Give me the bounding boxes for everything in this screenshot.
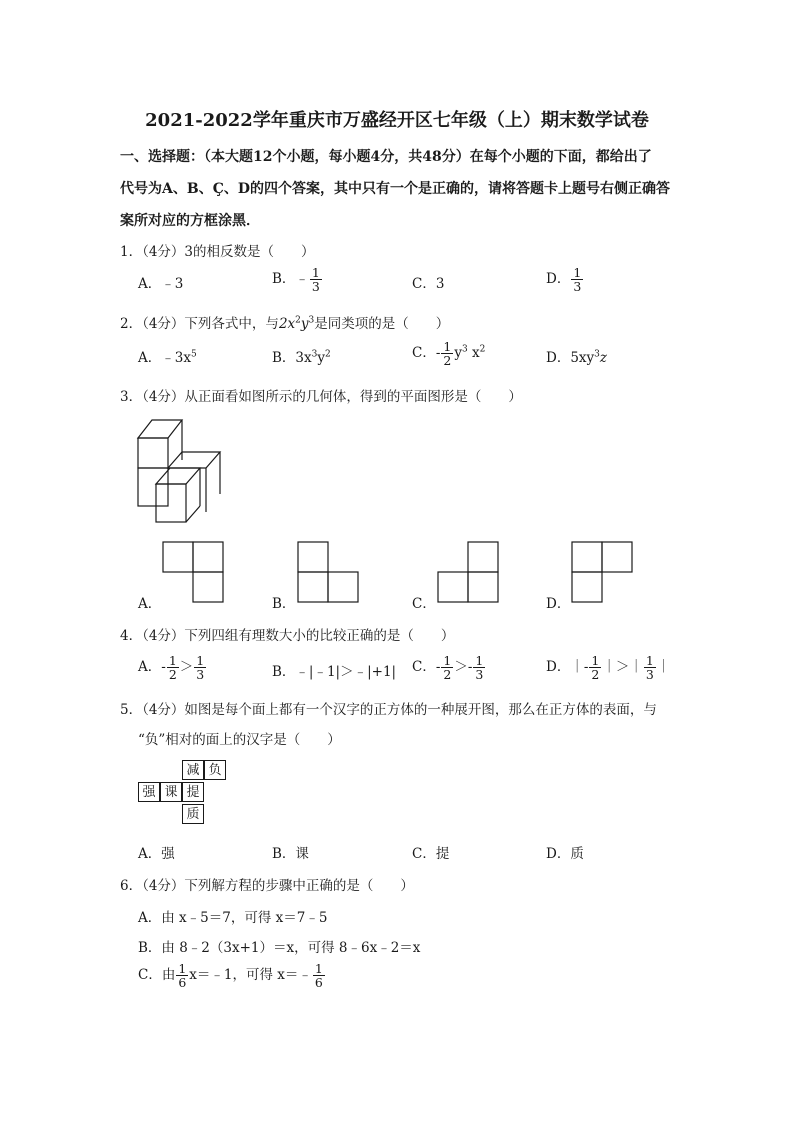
q4-option-b: B．﹣|﹣1|＞﹣|+1| (272, 664, 397, 680)
section-instructions-line1: 一、选择题：（本大题12个小题，每小题4分，共48分）在每个小题的下面，都给出了 (120, 149, 652, 165)
q2-option-b: B．$3x^3y^2$ (272, 349, 331, 366)
question-2-stem: 2．（4分）下列各式中，与$2x^2y^3$是同类项的是（ ） (120, 315, 450, 332)
q3-option-c-label: C． (412, 596, 436, 612)
question-5-stem-line1: 5．（4分）如图是每个面上都有一个汉字的正方体的一种展开图，那么在正方体的表面，与 (120, 702, 657, 718)
cube-net (138, 760, 230, 830)
question-1-stem: 1．（4分）3的相反数是（ ） (120, 244, 315, 260)
net-cell-qiang: 强 (138, 782, 160, 802)
q1-option-a: A．﹣3 (138, 276, 184, 292)
solid-figure (132, 412, 228, 524)
section-instructions-line2: 代号为A、B、Ç、D的四个答案，其中只有一个是正确的，请将答题卡上题号右侧正确答 (120, 181, 670, 197)
net-cell-ke: 课 (160, 782, 182, 802)
question-3-stem: 3．（4分）从正面看如图所示的几何体，得到的平面图形是（ ） (120, 389, 522, 405)
q4-option-a: A．- $\frac{1}{2}$ ＞ $\frac{1}{3}$ (138, 653, 205, 683)
q3-option-d-figure (571, 541, 635, 605)
q5-option-d: D．质 (546, 846, 584, 862)
q5-option-a: A．强 (138, 846, 175, 862)
q3-option-a-figure (162, 541, 226, 605)
q4-option-c: C．- $\frac{1}{2}$ ＞- $\frac{1}{3}$ (412, 653, 484, 683)
q1-option-d: D． $\frac{1}{3}$ (546, 265, 582, 295)
question-4-stem: 4．（4分）下列四组有理数大小的比较正确的是（ ） (120, 628, 455, 644)
q1-option-b: B．﹣ $\frac{1}{3}$ (272, 265, 320, 295)
net-cell-zhi: 质 (182, 804, 204, 824)
q5-option-b: B．课 (272, 846, 309, 862)
q2-option-a: A．$﹣3x^5$ (138, 349, 197, 366)
q4-option-d: D．｜- $\frac{1}{2}$ ｜＞｜ $\frac{1}{3}$ ｜ (546, 653, 671, 683)
q2-option-d: D．$5xy^3z$ (546, 349, 608, 366)
page-title: 2021-2022学年重庆市万盛经开区七年级（上）期末数学试卷 (145, 110, 649, 131)
question-6-stem: 6．（4分）下列解方程的步骤中正确的是（ ） (120, 878, 414, 894)
q6-option-b: B．由 8﹣2（3x+1）＝x，可得 8﹣6x﹣2＝x (138, 940, 421, 956)
q1-option-c: C．3 (412, 276, 445, 292)
net-cell-ti: 提 (182, 782, 204, 802)
q3-option-d-label: D． (546, 596, 571, 612)
q6-option-c: C．由 $\frac{1}{6}$ x＝﹣1，可得 x＝﹣ $\frac{1}{6}$ (138, 961, 323, 991)
section-instructions-line3: 案所对应的方框涂黑． (120, 213, 260, 229)
q3-option-b-figure (297, 541, 361, 605)
question-5-stem-line2: “负”相对的面上的汉字是（ ） (138, 732, 341, 748)
q3-option-b-label: B． (272, 596, 296, 612)
q5-option-c: C．提 (412, 846, 450, 862)
q3-option-c-figure (437, 541, 501, 605)
net-cell-fu: 负 (204, 760, 226, 780)
q3-option-a-label: A． (138, 596, 162, 612)
net-cell-jian: 减 (182, 760, 204, 780)
q6-option-a: A．由 x﹣5＝7，可得 x＝7﹣5 (138, 910, 328, 926)
q2-option-c: C．- $\frac{1}{2}$ $y^3$ $x^2$ (412, 339, 486, 369)
